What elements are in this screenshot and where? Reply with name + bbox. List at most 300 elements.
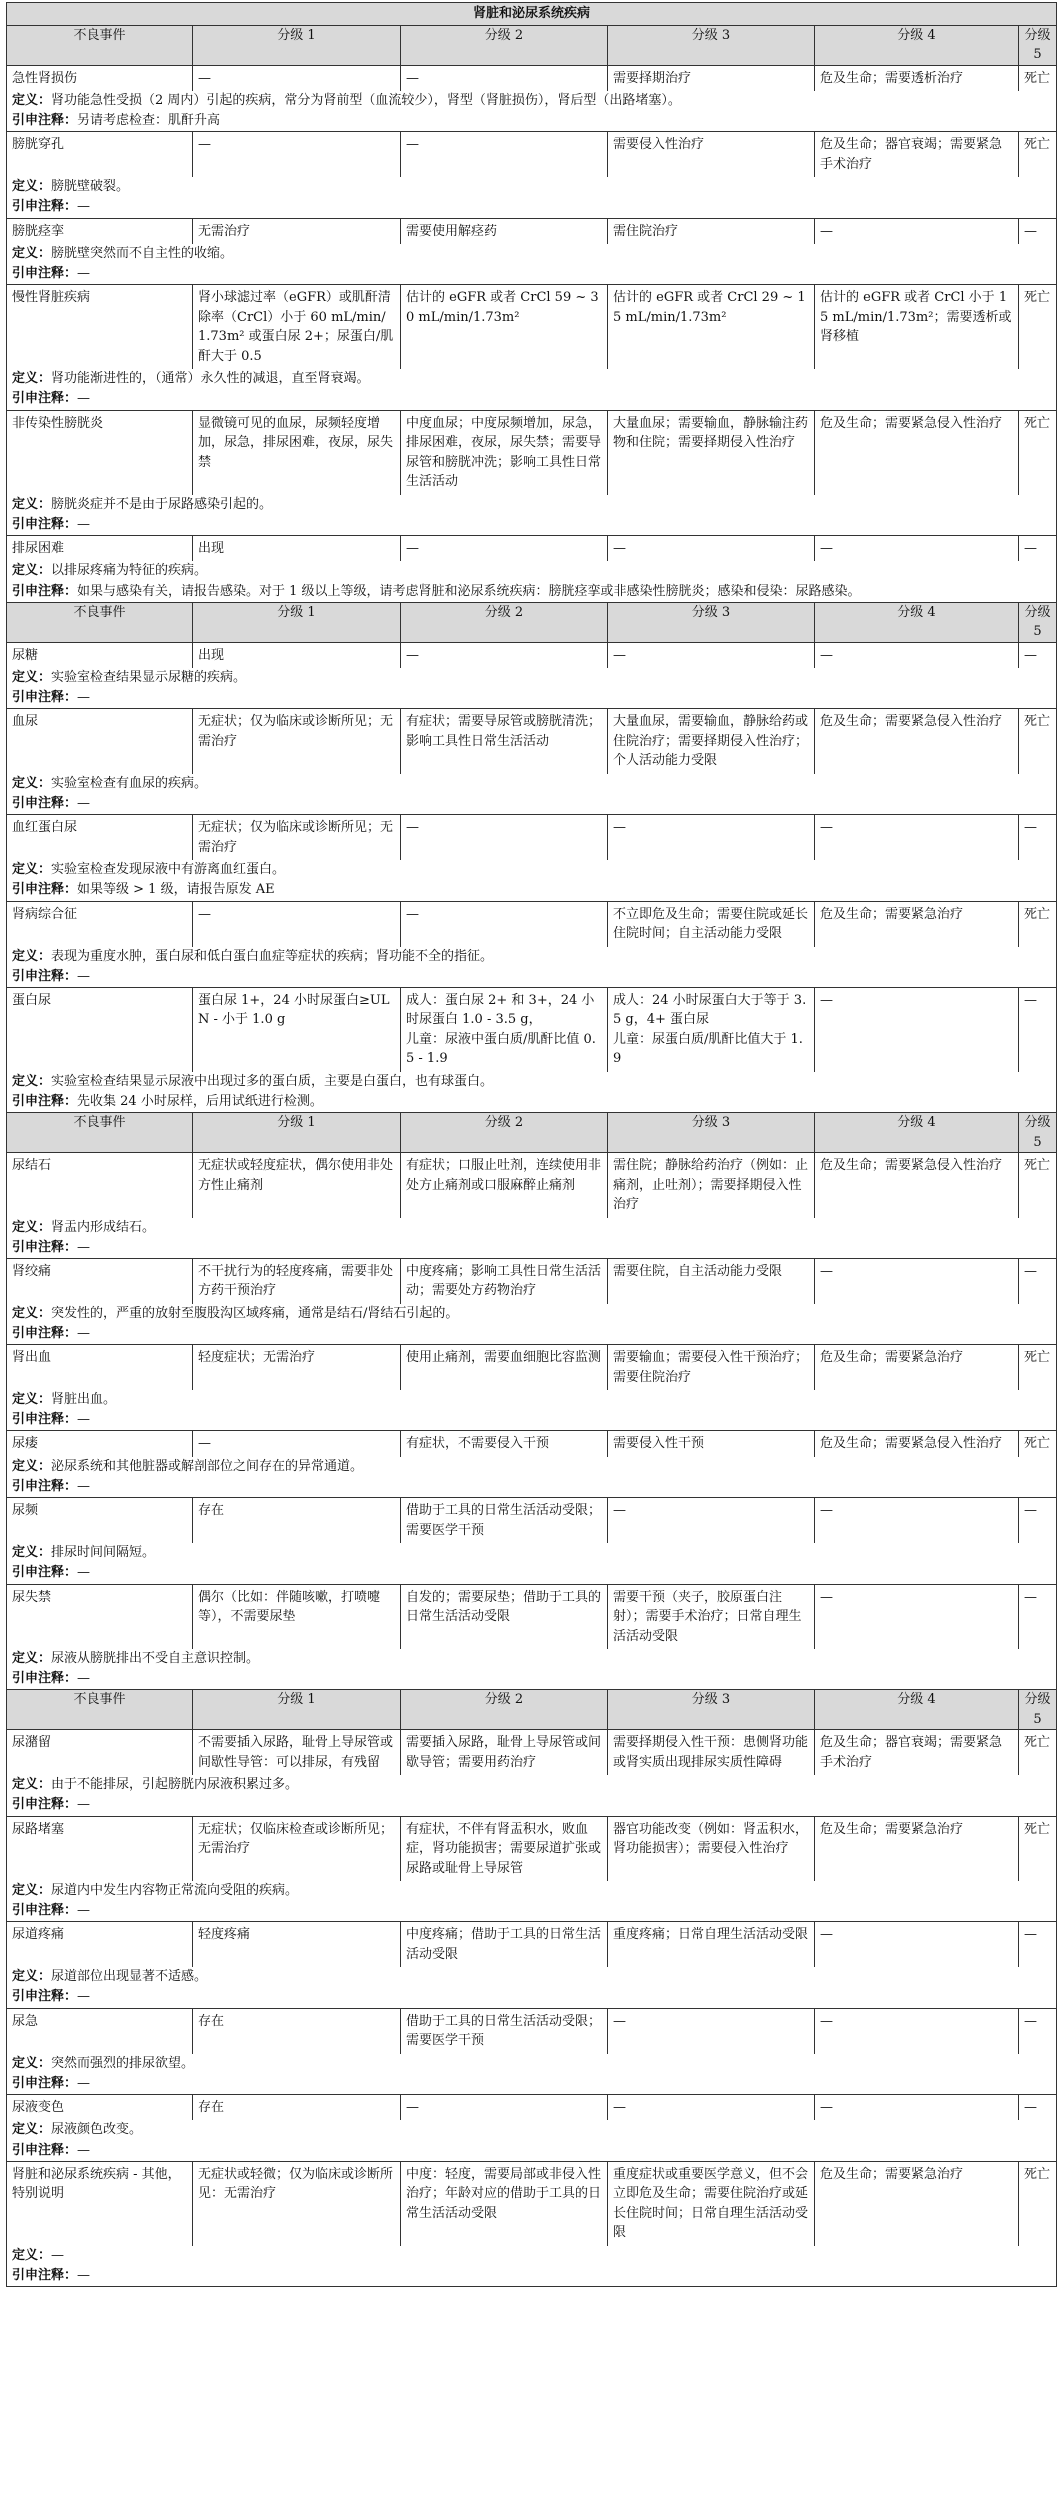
grade-cell-g2: 中度：轻度，需要局部或非侵入性治疗；年龄对应的借助于工具的日常生活活动受限 bbox=[401, 2161, 608, 2246]
definition-row bbox=[7, 561, 1057, 581]
navigation-note-row bbox=[7, 389, 1057, 410]
definition-text: 尿液颜色改变。 bbox=[51, 2122, 143, 2138]
grade-cell-g5: 死亡 bbox=[1019, 410, 1057, 495]
definition-text: 肾功能渐进性的，（通常）永久性的减退，直至肾衰竭。 bbox=[51, 371, 370, 387]
navigation-note-row bbox=[7, 1901, 1057, 1922]
grade-cell-g4: — bbox=[815, 1922, 1019, 1968]
grade-cell-g1: 轻度症状；无需治疗 bbox=[193, 1345, 401, 1391]
grade-cell-g1: 无需治疗 bbox=[193, 218, 401, 244]
column-header: 分级 5 bbox=[1019, 1113, 1057, 1153]
definition-cell bbox=[7, 369, 1057, 389]
definition-cell bbox=[7, 2120, 1057, 2140]
event-row bbox=[7, 642, 1057, 668]
navigation-note-text: 如果与感染有关，请报告感染。对于 1 级以上等级，请考虑肾脏和泌尿系统疾病：膀胱痉挛或非感染性膀胱炎；感染和侵染：尿路感染。 bbox=[77, 583, 861, 599]
column-header: 分级 3 bbox=[608, 1113, 815, 1153]
definition-cell bbox=[7, 1775, 1057, 1795]
navigation-note-text: — bbox=[77, 690, 91, 706]
definition-text: — bbox=[51, 2247, 65, 2263]
event-name: 膀胱穿孔 bbox=[7, 132, 193, 178]
grade-cell-g1: 显微镜可见的血尿，尿频轻度增加，尿急，排尿困难，夜尿，尿失禁 bbox=[193, 410, 401, 495]
column-header: 不良事件 bbox=[7, 602, 193, 642]
event-name: 尿糖 bbox=[7, 642, 193, 668]
definition-label: 定义： bbox=[12, 1969, 52, 1985]
grade-cell-g4: 危及生命；需要紧急治疗 bbox=[815, 1816, 1019, 1881]
definition-cell bbox=[7, 91, 1057, 111]
definition-cell bbox=[7, 1390, 1057, 1410]
event-name: 血红蛋白尿 bbox=[7, 815, 193, 861]
grade-cell-g4: 危及生命；需要紧急侵入性治疗 bbox=[815, 1431, 1019, 1457]
event-name: 尿道疼痛 bbox=[7, 1922, 193, 1968]
navigation-note-cell bbox=[7, 1410, 1057, 1431]
grade-cell-g3: 重度疼痛；日常自理生活活动受限 bbox=[608, 1922, 815, 1968]
definition-text: 实验室检查发现尿液中有游离血红蛋白。 bbox=[51, 862, 286, 878]
adverse-events-table bbox=[6, 2, 1057, 2287]
grade-cell-g3: — bbox=[608, 1498, 815, 1544]
grade-cell-g1: — bbox=[193, 1431, 401, 1457]
navigation-note-text: — bbox=[77, 266, 91, 282]
grade-cell-g1: 轻度疼痛 bbox=[193, 1922, 401, 1968]
grade-cell-g1: 无症状；仅为临床或诊断所见；无需治疗 bbox=[193, 815, 401, 861]
column-header: 分级 1 bbox=[193, 1113, 401, 1153]
definition-label: 定义： bbox=[12, 1305, 52, 1321]
navigation-note-label: 引申注释： bbox=[12, 882, 78, 898]
navigation-note-label: 引申注释： bbox=[12, 1093, 78, 1109]
event-row bbox=[7, 2161, 1057, 2246]
definition-label: 定义： bbox=[12, 862, 52, 878]
definition-row bbox=[7, 2054, 1057, 2074]
grade-cell-g4: 危及生命；需要紧急治疗 bbox=[815, 1345, 1019, 1391]
event-name: 肾绞痛 bbox=[7, 1258, 193, 1304]
grade-cell-g2: 中度疼痛；影响工具性日常生活活动；需要处方药物治疗 bbox=[401, 1258, 608, 1304]
event-row bbox=[7, 1816, 1057, 1881]
navigation-note-label: 引申注释： bbox=[12, 583, 78, 599]
column-header: 分级 5 bbox=[1019, 25, 1057, 65]
navigation-note-row bbox=[7, 880, 1057, 901]
definition-cell bbox=[7, 774, 1057, 794]
definition-cell bbox=[7, 244, 1057, 264]
grade-cell-g5: 死亡 bbox=[1019, 285, 1057, 370]
grade-cell-g5: 死亡 bbox=[1019, 901, 1057, 947]
navigation-note-label: 引申注释： bbox=[12, 391, 78, 407]
navigation-note-text: — bbox=[77, 1479, 91, 1495]
definition-label: 定义： bbox=[12, 246, 52, 262]
column-header-row bbox=[7, 25, 1057, 65]
navigation-note-cell bbox=[7, 2266, 1057, 2287]
navigation-note-text: — bbox=[77, 1989, 91, 2005]
definition-text: 尿道内中发生内容物正常流向受阻的疾病。 bbox=[51, 1883, 299, 1899]
grade-cell-g5: 死亡 bbox=[1019, 132, 1057, 178]
event-name: 肾病综合征 bbox=[7, 901, 193, 947]
definition-row bbox=[7, 1881, 1057, 1901]
grade-cell-g1: 出现 bbox=[193, 535, 401, 561]
definition-label: 定义： bbox=[12, 1651, 52, 1666]
column-header-row bbox=[7, 1690, 1057, 1730]
definition-row bbox=[7, 2246, 1057, 2266]
navigation-note-text: — bbox=[77, 1671, 91, 1687]
definition-row bbox=[7, 1304, 1057, 1324]
event-name: 排尿困难 bbox=[7, 535, 193, 561]
grade-cell-g4: — bbox=[815, 815, 1019, 861]
column-header: 分级 3 bbox=[608, 602, 815, 642]
definition-label: 定义： bbox=[12, 371, 52, 387]
grade-cell-g1: 不干扰行为的轻度疼痛，需要非处方药干预治疗 bbox=[193, 1258, 401, 1304]
definition-label: 定义： bbox=[12, 1458, 52, 1474]
event-name: 尿瘘 bbox=[7, 1431, 193, 1457]
event-row bbox=[7, 1258, 1057, 1304]
grade-cell-g2: 借助于工具的日常生活活动受限；需要医学干预 bbox=[401, 1498, 608, 1544]
grade-cell-g4: 危及生命；器官衰竭；需要紧急手术治疗 bbox=[815, 1730, 1019, 1776]
definition-row bbox=[7, 1457, 1057, 1477]
definition-cell bbox=[7, 177, 1057, 197]
navigation-note-cell bbox=[7, 515, 1057, 536]
definition-label: 定义： bbox=[12, 670, 52, 686]
grade-cell-g3: — bbox=[608, 815, 815, 861]
grade-cell-g3: 需要择期治疗 bbox=[608, 65, 815, 91]
grade-cell-g3: 需要输血；需要侵入性干预治疗；需要住院治疗 bbox=[608, 1345, 815, 1391]
grade-cell-g2: 需要插入尿路，耻骨上导尿管或间歇导管；需要用药治疗 bbox=[401, 1730, 608, 1776]
definition-cell bbox=[7, 2054, 1057, 2074]
table-body bbox=[7, 25, 1057, 2286]
grade-cell-g3: 需住院治疗 bbox=[608, 218, 815, 244]
navigation-note-cell bbox=[7, 1987, 1057, 2008]
grade-cell-g3: 不立即危及生命；需要住院或延长住院时间；自主活动能力受限 bbox=[608, 901, 815, 947]
grade-cell-g3: 需住院；静脉给药治疗（例如：止痛剂，止吐剂）；需要择期侵入性治疗 bbox=[608, 1153, 815, 1218]
grade-cell-g2: — bbox=[401, 901, 608, 947]
event-name: 肾出血 bbox=[7, 1345, 193, 1391]
grade-cell-g5: — bbox=[1019, 1498, 1057, 1544]
definition-label: 定义： bbox=[12, 2247, 52, 2263]
event-row bbox=[7, 218, 1057, 244]
grade-cell-g4: 危及生命；需要紧急侵入性治疗 bbox=[815, 709, 1019, 774]
event-row bbox=[7, 815, 1057, 861]
definition-label: 定义： bbox=[12, 2055, 52, 2071]
grade-cell-g2: — bbox=[401, 815, 608, 861]
event-name: 尿路堵塞 bbox=[7, 1816, 193, 1881]
grade-cell-g1: 无症状或轻微；仅为临床或诊断所见：无需治疗 bbox=[193, 2161, 401, 2246]
navigation-note-label: 引申注释： bbox=[12, 516, 78, 532]
grade-cell-g2: 需要使用解痉药 bbox=[401, 218, 608, 244]
column-header: 分级 2 bbox=[401, 1690, 608, 1730]
grade-cell-g2: 借助于工具的日常生活活动受限；需要医学干预 bbox=[401, 2008, 608, 2054]
definition-row bbox=[7, 1072, 1057, 1092]
grade-cell-g3: — bbox=[608, 535, 815, 561]
navigation-note-label: 引申注释： bbox=[12, 2267, 78, 2283]
column-header: 分级 5 bbox=[1019, 602, 1057, 642]
grade-cell-g4: — bbox=[815, 642, 1019, 668]
event-name: 肾脏和泌尿系统疾病 - 其他，特别说明 bbox=[7, 2161, 193, 2246]
grade-cell-g1: — bbox=[193, 901, 401, 947]
navigation-note-cell bbox=[7, 794, 1057, 815]
column-header: 分级 3 bbox=[608, 25, 815, 65]
event-row bbox=[7, 709, 1057, 774]
column-header-row bbox=[7, 1113, 1057, 1153]
navigation-note-label: 引申注释： bbox=[12, 1989, 78, 2005]
grade-cell-g2: — bbox=[401, 132, 608, 178]
navigation-note-row bbox=[7, 1669, 1057, 1690]
grade-cell-g4: — bbox=[815, 2008, 1019, 2054]
grade-cell-g3: 需要侵入性治疗 bbox=[608, 132, 815, 178]
definition-cell bbox=[7, 860, 1057, 880]
definition-label: 定义： bbox=[12, 179, 52, 195]
event-row bbox=[7, 901, 1057, 947]
event-name: 尿频 bbox=[7, 1498, 193, 1544]
navigation-note-label: 引申注释： bbox=[12, 1671, 78, 1687]
definition-text: 由于不能排尿，引起膀胱内尿液积累过多。 bbox=[51, 1777, 299, 1793]
grade-cell-g4: — bbox=[815, 218, 1019, 244]
event-row bbox=[7, 1922, 1057, 1968]
navigation-note-label: 引申注释： bbox=[12, 968, 78, 984]
definition-cell bbox=[7, 2246, 1057, 2266]
navigation-note-label: 引申注释： bbox=[12, 2142, 78, 2158]
grade-cell-g1: 无症状或轻度症状，偶尔使用非处方性止痛剂 bbox=[193, 1153, 401, 1218]
grade-cell-g5: — bbox=[1019, 2008, 1057, 2054]
definition-text: 肾盂内形成结石。 bbox=[51, 1219, 156, 1235]
definition-cell bbox=[7, 1304, 1057, 1324]
grade-cell-g2: 自发的；需要尿垫；借助于工具的日常生活活动受限 bbox=[401, 1584, 608, 1649]
grade-cell-g5: — bbox=[1019, 815, 1057, 861]
grade-cell-g5: — bbox=[1019, 1584, 1057, 1649]
definition-text: 实验室检查有血尿的疾病。 bbox=[51, 775, 208, 791]
definition-text: 膀胱炎症并不是由于尿路感染引起的。 bbox=[51, 496, 273, 512]
event-name: 蛋白尿 bbox=[7, 987, 193, 1072]
definition-row bbox=[7, 1390, 1057, 1410]
event-row bbox=[7, 1431, 1057, 1457]
grade-cell-g2: 成人：蛋白尿 2+ 和 3+，24 小时尿蛋白 1.0 - 3.5 g， 儿童：尿液中蛋白质/肌酐比值 0.5 - 1.9 bbox=[401, 987, 608, 1072]
navigation-note-label: 引申注释： bbox=[12, 199, 78, 215]
event-name: 尿潴留 bbox=[7, 1730, 193, 1776]
grade-cell-g2: 有症状；需要导尿管或膀胱清洗；影响工具性日常生活活动 bbox=[401, 709, 608, 774]
grade-cell-g5: — bbox=[1019, 2094, 1057, 2120]
navigation-note-text: 另请考虑检查：肌酐升高 bbox=[77, 113, 221, 129]
grade-cell-g2: 有症状，不伴有肾盂积水，败血症，肾功能损害；需要尿道扩张或尿路或耻骨上导尿管 bbox=[401, 1816, 608, 1881]
event-row bbox=[7, 535, 1057, 561]
grade-cell-g3: 需要侵入性干预 bbox=[608, 1431, 815, 1457]
navigation-note-label: 引申注释： bbox=[12, 266, 78, 282]
navigation-note-cell bbox=[7, 2141, 1057, 2162]
column-header: 分级 4 bbox=[815, 25, 1019, 65]
grade-cell-g3: 大量血尿；需要输血，静脉输注药物和住院；需要择期侵入性治疗 bbox=[608, 410, 815, 495]
definition-text: 突然而强烈的排尿欲望。 bbox=[51, 2055, 195, 2071]
event-name: 血尿 bbox=[7, 709, 193, 774]
navigation-note-cell bbox=[7, 582, 1057, 603]
definition-row bbox=[7, 369, 1057, 389]
column-header: 分级 4 bbox=[815, 602, 1019, 642]
grade-cell-g1: 蛋白尿 1+，24 小时尿蛋白≥ULN - 小于 1.0 g bbox=[193, 987, 401, 1072]
grade-cell-g4: — bbox=[815, 1498, 1019, 1544]
event-row bbox=[7, 987, 1057, 1072]
event-name: 尿液变色 bbox=[7, 2094, 193, 2120]
navigation-note-label: 引申注释： bbox=[12, 796, 78, 812]
navigation-note-label: 引申注释： bbox=[12, 2075, 78, 2091]
grade-cell-g3: 重度症状或重要医学意义，但不会立即危及生命；需要住院治疗或延长住院时间；日常自理生活活动受限 bbox=[608, 2161, 815, 2246]
navigation-note-cell bbox=[7, 1795, 1057, 1816]
navigation-note-cell bbox=[7, 1563, 1057, 1584]
navigation-note-text: 如果等级 > 1 级，请报告原发 AE bbox=[77, 882, 275, 898]
navigation-note-text: — bbox=[77, 1797, 91, 1813]
grade-cell-g4: — bbox=[815, 987, 1019, 1072]
grade-cell-g5: 死亡 bbox=[1019, 709, 1057, 774]
definition-cell bbox=[7, 1218, 1057, 1238]
navigation-note-row bbox=[7, 1092, 1057, 1113]
navigation-note-text: — bbox=[77, 2142, 91, 2158]
navigation-note-cell bbox=[7, 688, 1057, 709]
grade-cell-g4: 估计的 eGFR 或者 CrCl 小于 15 mL/min/1.73m²；需要透析或肾移植 bbox=[815, 285, 1019, 370]
grade-cell-g2: — bbox=[401, 535, 608, 561]
definition-text: 膀胱壁破裂。 bbox=[51, 179, 130, 195]
grade-cell-g4: 危及生命；需要紧急侵入性治疗 bbox=[815, 1153, 1019, 1218]
definition-cell bbox=[7, 1457, 1057, 1477]
event-name: 非传染性膀胱炎 bbox=[7, 410, 193, 495]
event-name: 尿失禁 bbox=[7, 1584, 193, 1649]
navigation-note-text: — bbox=[77, 199, 91, 215]
grade-cell-g1: 存在 bbox=[193, 2008, 401, 2054]
grade-cell-g1: 肾小球滤过率（eGFR）或肌酐清除率（CrCl）小于 60 mL/min/1.73m² 或蛋白尿 2+；尿蛋白/肌酐大于 0.5 bbox=[193, 285, 401, 370]
event-row bbox=[7, 1153, 1057, 1218]
navigation-note-row bbox=[7, 2266, 1057, 2287]
definition-label: 定义： bbox=[12, 563, 52, 579]
event-row bbox=[7, 1584, 1057, 1649]
navigation-note-row bbox=[7, 111, 1057, 132]
event-name: 慢性肾脏疾病 bbox=[7, 285, 193, 370]
column-header: 不良事件 bbox=[7, 25, 193, 65]
definition-cell bbox=[7, 1543, 1057, 1563]
definition-label: 定义： bbox=[12, 775, 52, 791]
column-header: 分级 5 bbox=[1019, 1690, 1057, 1730]
event-row bbox=[7, 2094, 1057, 2120]
definition-text: 实验室检查结果显示尿糖的疾病。 bbox=[51, 670, 247, 686]
grade-cell-g2: — bbox=[401, 642, 608, 668]
event-name: 尿急 bbox=[7, 2008, 193, 2054]
table-title: 肾脏和泌尿系统疾病 bbox=[7, 3, 1057, 26]
grade-cell-g3: 估计的 eGFR 或者 CrCl 29 ~ 15 mL/min/1.73m² bbox=[608, 285, 815, 370]
grade-cell-g3: 需要择期侵入性干预：患侧肾功能或肾实质出现排尿实质性障碍 bbox=[608, 1730, 815, 1776]
definition-cell bbox=[7, 495, 1057, 515]
definition-text: 尿道部位出现显著不适感。 bbox=[51, 1969, 208, 1985]
definition-row bbox=[7, 1775, 1057, 1795]
grade-cell-g1: — bbox=[193, 132, 401, 178]
column-header: 分级 4 bbox=[815, 1113, 1019, 1153]
definition-cell bbox=[7, 668, 1057, 688]
navigation-note-label: 引申注释： bbox=[12, 113, 78, 129]
definition-row bbox=[7, 177, 1057, 197]
navigation-note-text: — bbox=[77, 796, 91, 812]
navigation-note-row bbox=[7, 1410, 1057, 1431]
grade-cell-g4: 危及生命；需要紧急治疗 bbox=[815, 2161, 1019, 2246]
grade-cell-g3: — bbox=[608, 2008, 815, 2054]
navigation-note-cell bbox=[7, 967, 1057, 988]
definition-cell bbox=[7, 947, 1057, 967]
grade-cell-g4: 危及生命；需要紧急侵入性治疗 bbox=[815, 410, 1019, 495]
grade-cell-g2: — bbox=[401, 65, 608, 91]
event-row bbox=[7, 410, 1057, 495]
event-name: 尿结石 bbox=[7, 1153, 193, 1218]
navigation-note-row bbox=[7, 967, 1057, 988]
definition-label: 定义： bbox=[12, 1777, 52, 1793]
navigation-note-row bbox=[7, 1987, 1057, 2008]
definition-label: 定义： bbox=[12, 1392, 52, 1408]
grade-cell-g4: 危及生命；器官衰竭；需要紧急手术治疗 bbox=[815, 132, 1019, 178]
definition-text: 表现为重度水肿，蛋白尿和低白蛋白血症等症状的疾病；肾功能不全的指征。 bbox=[51, 948, 494, 964]
definition-row bbox=[7, 668, 1057, 688]
definition-cell bbox=[7, 1072, 1057, 1092]
grade-cell-g5: 死亡 bbox=[1019, 1730, 1057, 1776]
definition-text: 肾脏出血。 bbox=[51, 1392, 117, 1408]
grade-cell-g2: 有症状，不需要侵入干预 bbox=[401, 1431, 608, 1457]
grade-cell-g1: 存在 bbox=[193, 1498, 401, 1544]
grade-cell-g2: 估计的 eGFR 或者 CrCl 59 ~ 30 mL/min/1.73m² bbox=[401, 285, 608, 370]
navigation-note-row bbox=[7, 1563, 1057, 1584]
navigation-note-text: — bbox=[77, 1326, 91, 1342]
navigation-note-cell bbox=[7, 1238, 1057, 1259]
column-header: 不良事件 bbox=[7, 1113, 193, 1153]
navigation-note-cell bbox=[7, 197, 1057, 218]
column-header: 分级 3 bbox=[608, 1690, 815, 1730]
navigation-note-cell bbox=[7, 111, 1057, 132]
definition-row bbox=[7, 91, 1057, 111]
grade-cell-g1: 无症状；仅为临床或诊断所见；无需治疗 bbox=[193, 709, 401, 774]
grade-cell-g1: 偶尔（比如：伴随咳嗽，打喷嚏等），不需要尿垫 bbox=[193, 1584, 401, 1649]
grade-cell-g5: — bbox=[1019, 1258, 1057, 1304]
column-header-row bbox=[7, 602, 1057, 642]
navigation-note-row bbox=[7, 794, 1057, 815]
grade-cell-g1: 不需要插入尿路，耻骨上导尿管或间歇性导管：可以排尿，有残留 bbox=[193, 1730, 401, 1776]
grade-cell-g5: 死亡 bbox=[1019, 1816, 1057, 1881]
navigation-note-label: 引申注释： bbox=[12, 1326, 78, 1342]
definition-row bbox=[7, 1649, 1057, 1669]
definition-row bbox=[7, 860, 1057, 880]
navigation-note-text: — bbox=[77, 391, 91, 407]
grade-cell-g2: 有症状；口服止吐剂，连续使用非处方止痛剂或口服麻醉止痛剂 bbox=[401, 1153, 608, 1218]
navigation-note-text: — bbox=[77, 2267, 91, 2283]
grade-cell-g5: 死亡 bbox=[1019, 65, 1057, 91]
definition-cell bbox=[7, 561, 1057, 581]
navigation-note-row bbox=[7, 582, 1057, 603]
grade-cell-g4: 危及生命；需要紧急治疗 bbox=[815, 901, 1019, 947]
definition-text: 尿液从膀胱排出不受自主意识控制。 bbox=[51, 1651, 260, 1666]
navigation-note-label: 引申注释： bbox=[12, 1903, 78, 1919]
definition-label: 定义： bbox=[12, 948, 52, 964]
grade-cell-g1: — bbox=[193, 65, 401, 91]
event-row bbox=[7, 285, 1057, 370]
definition-label: 定义： bbox=[12, 1545, 52, 1561]
definition-row bbox=[7, 1967, 1057, 1987]
grade-cell-g4: 危及生命；需要透析治疗 bbox=[815, 65, 1019, 91]
navigation-note-row bbox=[7, 515, 1057, 536]
definition-text: 泌尿系统和其他脏器或解剖部位之间存在的异常通道。 bbox=[51, 1458, 364, 1474]
definition-row bbox=[7, 1218, 1057, 1238]
grade-cell-g5: 死亡 bbox=[1019, 1153, 1057, 1218]
definition-text: 突发性的，严重的放射至腹股沟区域疼痛，通常是结石/肾结石引起的。 bbox=[51, 1305, 459, 1321]
definition-text: 以排尿疼痛为特征的疾病。 bbox=[51, 563, 208, 579]
navigation-note-text: — bbox=[77, 2075, 91, 2091]
navigation-note-text: — bbox=[77, 516, 91, 532]
navigation-note-label: 引申注释： bbox=[12, 1565, 78, 1581]
definition-text: 排尿时间间隔短。 bbox=[51, 1545, 156, 1561]
grade-cell-g2: 中度疼痛；借助于工具的日常生活活动受限 bbox=[401, 1922, 608, 1968]
definition-row bbox=[7, 947, 1057, 967]
definition-row bbox=[7, 495, 1057, 515]
grade-cell-g3: 器官功能改变（例如：肾盂积水，肾功能损害）；需要侵入性治疗 bbox=[608, 1816, 815, 1881]
grade-cell-g4: — bbox=[815, 2094, 1019, 2120]
column-header: 分级 1 bbox=[193, 1690, 401, 1730]
navigation-note-text: — bbox=[77, 1412, 91, 1428]
grade-cell-g3: 需要干预（夹子，胶原蛋白注射）；需要手术治疗；日常自理生活活动受限 bbox=[608, 1584, 815, 1649]
definition-text: 实验室检查结果显示尿液中出现过多的蛋白质，主要是白蛋白，也有球蛋白。 bbox=[51, 1073, 494, 1089]
event-row bbox=[7, 65, 1057, 91]
navigation-note-cell bbox=[7, 389, 1057, 410]
definition-label: 定义： bbox=[12, 1073, 52, 1089]
navigation-note-row bbox=[7, 264, 1057, 285]
